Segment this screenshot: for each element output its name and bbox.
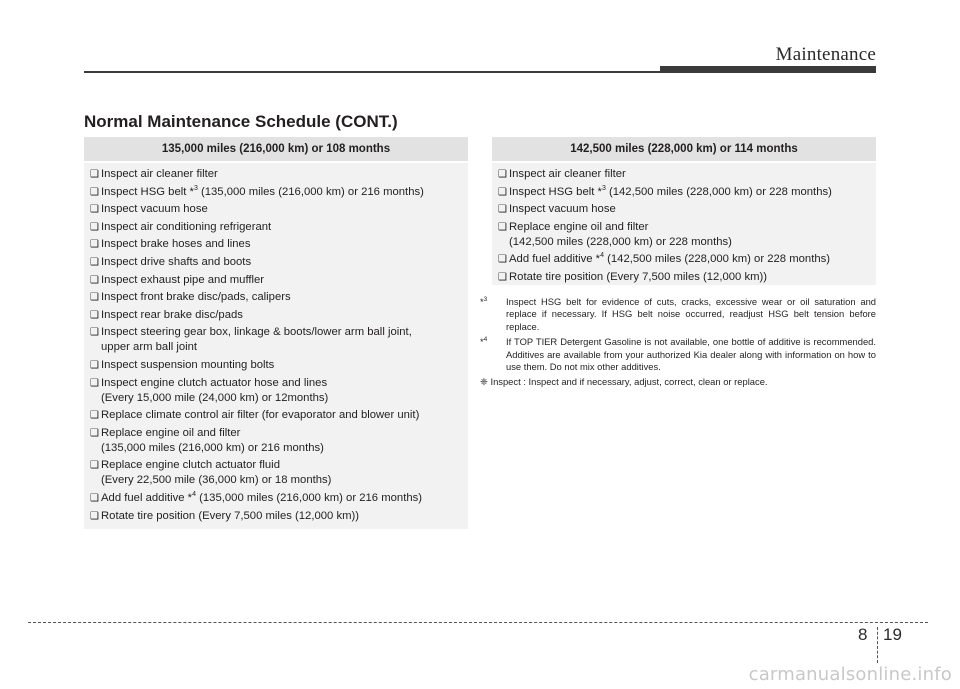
checkbox-icon: ❑ [90, 169, 99, 180]
schedule-item [90, 255, 462, 270]
footnote-ref: 3 [193, 184, 198, 192]
checkbox-icon: ❑ [90, 186, 99, 198]
schedule-box-135000 [84, 137, 468, 529]
footer-rule [28, 622, 928, 623]
schedule-item [90, 358, 462, 373]
checkbox-icon: ❑ [90, 292, 99, 304]
checkbox-icon: ❑ [90, 221, 99, 233]
schedule-item [90, 290, 462, 305]
checkbox-icon: ❑ [498, 169, 507, 180]
checkbox-icon: ❑ [498, 186, 507, 198]
checkbox-icon: ❑ [90, 510, 99, 522]
schedule-item [498, 270, 870, 285]
checkbox-icon: ❑ [90, 327, 99, 339]
footnote-ref: 4 [600, 252, 604, 260]
checkbox-icon: ❑ [90, 274, 99, 286]
schedule-item [90, 273, 462, 288]
checkbox-icon: ❑ [90, 460, 99, 472]
checkbox-icon: ❑ [90, 410, 99, 422]
footnote-ref: 3 [601, 184, 606, 192]
schedule-item-text: Replace climate control air filter (for evaporator and blower unit) [101, 409, 420, 422]
schedule-item-text: Rotate tire position (Every 7,500 miles (12,000 km)) [509, 270, 768, 283]
schedule-item-text: Add fuel additive *$^4$ (142,500 miles (228,000 km) or 228 months) [509, 252, 831, 266]
checkbox-icon: ❑ [90, 239, 99, 251]
schedule-item-text: Inspect suspension mounting bolts [101, 358, 275, 371]
schedule-item-text: Inspect drive shafts and boots [101, 255, 252, 268]
schedule-item-text: Inspect HSG belt *$^3$ (142,500 miles (228,000 km) or 228 months) [509, 184, 832, 198]
schedule-item-text: Inspect steering gear box, linkage & boots/lower arm ball joint, upper arm ball joint [101, 326, 412, 354]
schedule-item [90, 426, 462, 456]
schedule-item-text: Inspect rear brake disc/pads [101, 308, 243, 321]
schedule-item [498, 185, 870, 200]
schedule-item [498, 220, 870, 250]
header-section-title: Maintenance [775, 44, 876, 65]
checkbox-icon: ❑ [90, 204, 99, 216]
schedule-item [90, 202, 462, 217]
checkbox-icon: ❑ [498, 221, 507, 233]
schedule-item [90, 308, 462, 323]
schedule-item-text: Replace engine oil and filter (135,000 miles (216,000 km) or 216 months) [101, 426, 324, 454]
schedule-item-text: Rotate tire position (Every 7,500 miles (12,000 km)) [101, 509, 360, 522]
schedule-item [90, 458, 462, 488]
footnote-text: If TOP TIER Detergent Gasoline is not available, one bottle of additive is recommended. Additives are available from your authorized Kia dealer along with information on how to use them. Do not mix other additives. [506, 336, 876, 373]
checkbox-icon: ❑ [90, 359, 99, 371]
schedule-item [90, 408, 462, 423]
schedule-heading: 142,500 miles (228,000 km) or 114 months [492, 137, 876, 163]
inspect-legend: ❈ Inspect : Inspect and if necessary, adjust, correct, clean or replace. [480, 376, 768, 388]
checkbox-icon: ❑ [90, 256, 99, 268]
schedule-item [90, 167, 462, 182]
footnote [480, 296, 876, 333]
schedule-item-text: Inspect vacuum hose [101, 203, 208, 216]
schedule-item-text: Inspect air cleaner filter [509, 168, 626, 180]
schedule-item [498, 167, 870, 182]
page-number: 19 [883, 625, 902, 644]
schedule-item-text: Replace engine oil and filter (142,500 miles (228,000 km) or 228 months) [509, 220, 732, 248]
footnote-mark: *$^4$ [480, 336, 488, 348]
footnote-text: Inspect HSG belt for evidence of cuts, cracks, excessive wear or oil saturation and replace if necessary. If HSG belt noise occurred, readjust HSG belt tension before replace. [506, 296, 876, 332]
checkbox-icon: ❑ [498, 204, 507, 216]
checkbox-icon: ❑ [90, 427, 99, 439]
checkbox-icon: ❑ [90, 492, 99, 504]
checkbox-icon: ❑ [90, 309, 99, 321]
schedule-item [90, 376, 462, 406]
schedule-item-text: Inspect HSG belt *$^3$ (135,000 miles (216,000 km) or 216 months) [101, 184, 424, 198]
schedule-box-142500 [492, 137, 876, 285]
schedule-item-text: Inspect front brake disc/pads, calipers [101, 291, 291, 304]
header-rule-accent [660, 66, 876, 73]
schedule-item-text: Inspect engine clutch actuator hose and lines (Every 15,000 mile (24,000 km) or 12months) [101, 376, 329, 404]
schedule-item [90, 325, 462, 355]
schedule-item [90, 237, 462, 252]
schedule-item-text: Replace engine clutch actuator fluid (Every 22,500 mile (36,000 km) or 18 months) [101, 459, 332, 487]
schedule-item [90, 509, 462, 524]
schedule-item-text: Inspect vacuum hose [509, 203, 616, 216]
schedule-item-text: Inspect exhaust pipe and muffler [101, 273, 265, 286]
checkbox-icon: ❑ [90, 377, 99, 389]
schedule-item [90, 491, 462, 506]
checkbox-icon: ❑ [498, 254, 507, 266]
schedule-item-text: Inspect brake hoses and lines [101, 238, 251, 251]
footnote-mark: *$^3$ [480, 295, 488, 307]
schedule-item [90, 185, 462, 200]
page-number-divider [877, 627, 878, 663]
schedule-item-text: Inspect air cleaner filter [101, 168, 218, 180]
schedule-item [90, 220, 462, 235]
schedule-item-text: Add fuel additive *$^4$ (135,000 miles (216,000 km) or 216 months) [101, 491, 423, 504]
watermark: carmanualsonline.info [748, 664, 952, 685]
schedule-item [498, 252, 870, 267]
footnote-ref: 4 [192, 491, 196, 499]
header-rule [84, 71, 662, 73]
schedule-items [84, 163, 468, 530]
footnotes [480, 296, 876, 389]
schedule-items [492, 163, 876, 292]
footnote [480, 336, 876, 373]
schedule-heading: 135,000 miles (216,000 km) or 108 months [84, 137, 468, 163]
schedule-item [498, 202, 870, 217]
schedule-item-text: Inspect air conditioning refrigerant [101, 220, 272, 233]
checkbox-icon: ❑ [498, 271, 507, 283]
chapter-number: 8 [858, 625, 868, 644]
page-title: Normal Maintenance Schedule (CONT.) [84, 112, 398, 131]
